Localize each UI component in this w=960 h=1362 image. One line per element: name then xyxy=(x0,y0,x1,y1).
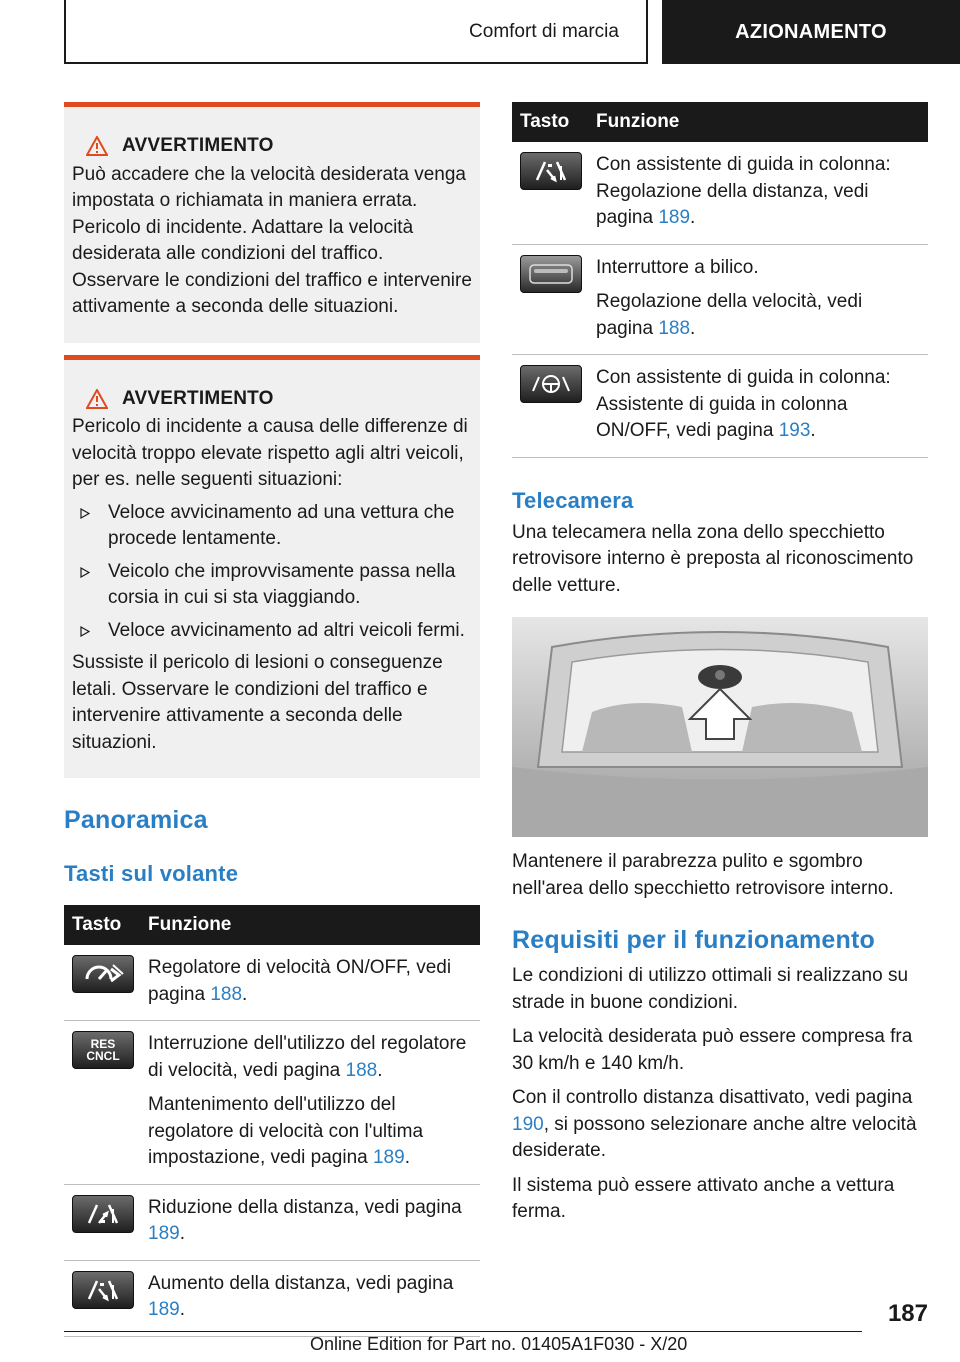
function-text: Interruttore a bilico. xyxy=(596,256,759,278)
page-link[interactable]: 190 xyxy=(512,1113,544,1135)
col-header-function: Funzione xyxy=(140,905,480,945)
subheading-steering-buttons: Tasti sul volante xyxy=(64,861,239,886)
page-number: 187 xyxy=(887,1300,928,1327)
warning-box-2 xyxy=(64,355,480,779)
warning-triangle-icon xyxy=(86,136,108,156)
function-text: Regolazione della velocità, vedi pagina 188. xyxy=(596,291,863,339)
warning-text: Può accadere che la velocità desiderata venga impostata o richiamata in maniera errata. Pericolo di incidente. Adattare la velocità desiderata alle condizioni del traffico. Osservare le condizioni del traffico e intervenire attivamente a seconda delle situazioni. xyxy=(72,163,472,317)
function-text: Con assistente di guida in colonna: Assistente di guida in colonna ON/OFF, vedi pagina 193. xyxy=(596,367,891,441)
page-link[interactable]: 189 xyxy=(148,1299,180,1320)
steering-assist-icon xyxy=(520,365,582,403)
table-row xyxy=(64,1260,480,1336)
table-row xyxy=(512,355,928,458)
steering-keys-table xyxy=(64,905,480,1337)
warning-title: AVVERTIMENTO xyxy=(86,133,472,160)
page-link[interactable]: 189 xyxy=(658,207,691,228)
heading-camera: Telecamera xyxy=(512,487,634,513)
right-column xyxy=(512,102,928,1234)
col-header-key: Tasto xyxy=(64,905,140,945)
page-link[interactable]: 188 xyxy=(345,1059,378,1081)
warning-title: AVVERTIMENTO xyxy=(86,386,472,413)
res-cncl-icon: RES CNCL xyxy=(72,1031,134,1069)
list-item: Veloce avvicinamento ad una vettura che procede lentamente. xyxy=(72,500,472,553)
distance-decrease-icon xyxy=(72,1195,134,1233)
column-assist-keys-table xyxy=(512,102,928,458)
heading-requirements: Requisiti per il funzionamento xyxy=(512,926,875,954)
warning-triangle-icon xyxy=(86,389,108,409)
table-row xyxy=(64,1184,480,1260)
section-title: AZIONAMENTO xyxy=(662,0,960,64)
function-text: Riduzione della distanza, vedi pagina 189. xyxy=(148,1196,462,1244)
table-row xyxy=(512,142,928,244)
bullet-triangle-icon xyxy=(80,508,90,519)
left-column xyxy=(64,102,480,1337)
camera-location-photo xyxy=(512,617,928,837)
col-header-function: Funzione xyxy=(588,102,928,142)
function-text: Mantenimento dell'utilizzo del regolatore di velocità con l'ultima impostazione, vedi pagina 189. xyxy=(148,1094,424,1168)
function-text: Aumento della distanza, vedi pagina 189. xyxy=(148,1272,454,1320)
requirements-text: La velocità desiderata può essere compresa fra 30 km/h e 140 km/h. xyxy=(512,1026,913,1074)
bullet-triangle-icon xyxy=(80,567,90,578)
footer-edition: Online Edition for Part no. 01405A1F030 - X/20 xyxy=(310,1334,688,1354)
page-link[interactable]: 188 xyxy=(658,317,691,339)
requirements-text: Le condizioni di utilizzo ottimali si realizzano su strade in buone condizioni. xyxy=(512,965,909,1013)
table-row xyxy=(64,945,480,1021)
function-text: Regolatore di velocità ON/OFF, vedi pagina 188. xyxy=(148,957,452,1005)
requirements-text: Il sistema può essere attivato anche a vettura ferma. xyxy=(512,1174,895,1222)
list-item: Veloce avvicinamento ad altri veicoli fermi. xyxy=(72,618,472,645)
page-link[interactable]: 188 xyxy=(210,983,243,1005)
list-item: Veicolo che improvvisamente passa nella corsia in cui si sta viaggiando. xyxy=(72,559,472,612)
table-row xyxy=(512,244,928,355)
warning-box-1 xyxy=(64,102,480,343)
distance-increase-icon xyxy=(72,1271,134,1309)
cruise-control-icon xyxy=(72,955,134,993)
heading-overview: Panoramica xyxy=(64,806,208,834)
col-header-key: Tasto xyxy=(512,102,588,142)
page-link[interactable]: 193 xyxy=(778,420,811,441)
function-text: Interruzione dell'utilizzo del regolatore di velocità, vedi pagina 188. xyxy=(148,1033,467,1081)
rocker-switch-icon xyxy=(520,255,582,293)
camera-caption: Mantenere il parabrezza pulito e sgombro nell'area dello specchietto retrovisore interno. xyxy=(512,851,894,899)
warning-outro: Sussiste il pericolo di lesioni o conseguenze letali. Osservare le condizioni del traffico e intervenire attivamente a seconda delle situazioni. xyxy=(72,652,443,753)
distance-column-icon xyxy=(520,152,582,190)
function-text: Con assistente di guida in colonna: Regolazione della distanza, vedi pagina 189. xyxy=(596,154,891,228)
breadcrumb: Comfort di marcia xyxy=(469,21,619,42)
warning-intro: Pericolo di incidente a causa delle differenze di velocità troppo elevate rispetto agli altri veicoli, per es. nelle seguenti situazioni: xyxy=(72,416,468,490)
table-row xyxy=(64,1021,480,1185)
footer-divider xyxy=(64,1331,862,1332)
page-link[interactable]: 189 xyxy=(372,1147,405,1168)
warning-list xyxy=(72,500,472,645)
car-interior-image xyxy=(512,617,928,837)
page-link[interactable]: 189 xyxy=(148,1223,180,1244)
camera-text: Una telecamera nella zona dello specchietto retrovisore interno è preposta al riconoscimento delle vetture. xyxy=(512,521,914,596)
bullet-triangle-icon xyxy=(80,626,90,637)
requirements-text: Con il controllo distanza disattivato, vedi pagina 190, si possono selezionare anche altre velocità desiderate. xyxy=(512,1087,917,1161)
